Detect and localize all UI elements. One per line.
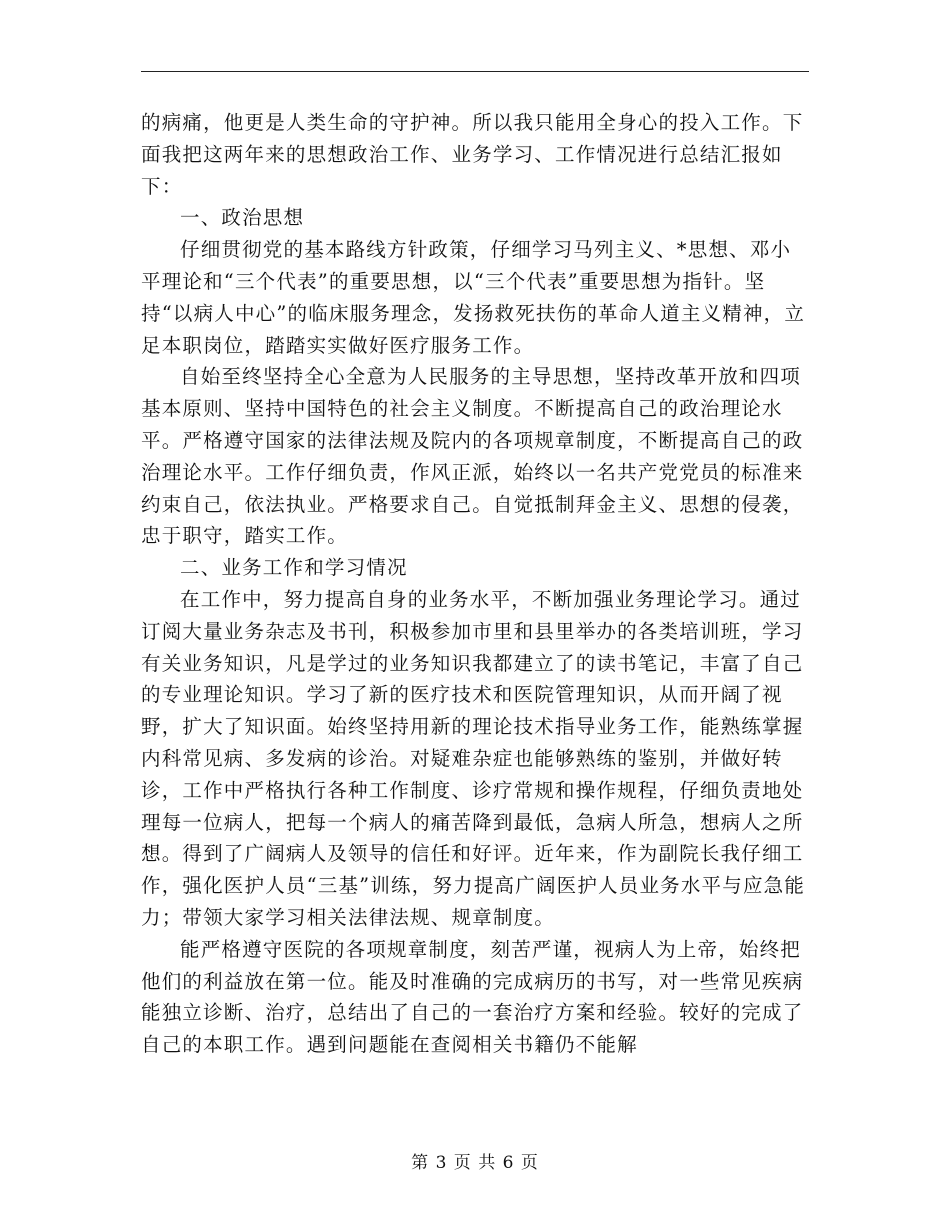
paragraph-work-study-2: 能严格遵守医院的各项规章制度，刻苦严谨，视病人为上帝，始终把他们的利益放在第一位。能及时准确的完成病历的书写，对一些常见疾病能独立诊断、治疗，总结出了自己的一套治疗方案和经验。较好的完成了自己的本职工作。遇到问题能在查阅相关书籍仍不能解 (141, 937, 804, 1057)
paragraph-politics-1: 仔细贯彻党的基本路线方针政策，仔细学习马列主义、*思想、邓小平理论和“三个代表”的重要思想，以“三个代表”重要思想为指针。坚持“以病人中心”的临床服务理念，发扬救死扶伤的革命人道主义精神，立足本职岗位，踏踏实实做好医疗服务工作。 (141, 238, 806, 357)
paragraph-work-study-1: 在工作中，努力提高自身的业务水平，不断加强业务理论学习。通过订阅大量业务杂志及书刊，积极参加市里和县里举办的各类培训班，学习有关业务知识，凡是学过的业务知识我都建立了的读书笔记，丰富了自己的专业理论知识。学习了新的医疗技术和医院管理知识，从而开阔了视野，扩大了知识面。始终坚持用新的理论技术指导业务工作，能熟练掌握内科常见病、多发病的诊治。对疑难杂症也能够熟练的鉴别，并做好转诊，工作中严格执行各种工作制度、诊疗常规和操作规程，仔细负责地处理每一位病人，把每一个病人的痛苦降到最低，急病人所急，想病人之所想。得到了广阔病人及领导的信任和好评。近年来，作为副院长我仔细工作，强化医护人员“三基”训练，努力提高广阔医护人员业务水平与应急能力；带领大家学习相关法律法规、规章制度。 (141, 587, 806, 929)
section-heading-politics: 一、政治思想 (180, 206, 305, 230)
page-number: 第 3 页 共 6 页 (411, 1153, 539, 1173)
paragraph-opening: 的病痛，他更是人类生命的守护神。所以我只能用全身心的投入工作。下面我把这两年来的思想政治工作、业务学习、工作情况进行总结汇报如下： (141, 111, 804, 198)
section-heading-work-study: 二、业务工作和学习情况 (180, 556, 408, 580)
header-rule (141, 71, 809, 72)
paragraph-politics-2: 自始至终坚持全心全意为人民服务的主导思想，坚持改革开放和四项基本原则、坚持中国特色的社会主义制度。不断提高自己的政治理论水平。严格遵守国家的法律法规及院内的各项规章制度，不断提高自己的政治理论水平。工作仔细负责，作风正派，始终以一名共产党党员的标准来约束自己，依法执业。严格要求自己。自觉抵制拜金主义、思想的侵袭，忠于职守，踏实工作。 (141, 365, 804, 548)
document-body (141, 107, 809, 1061)
